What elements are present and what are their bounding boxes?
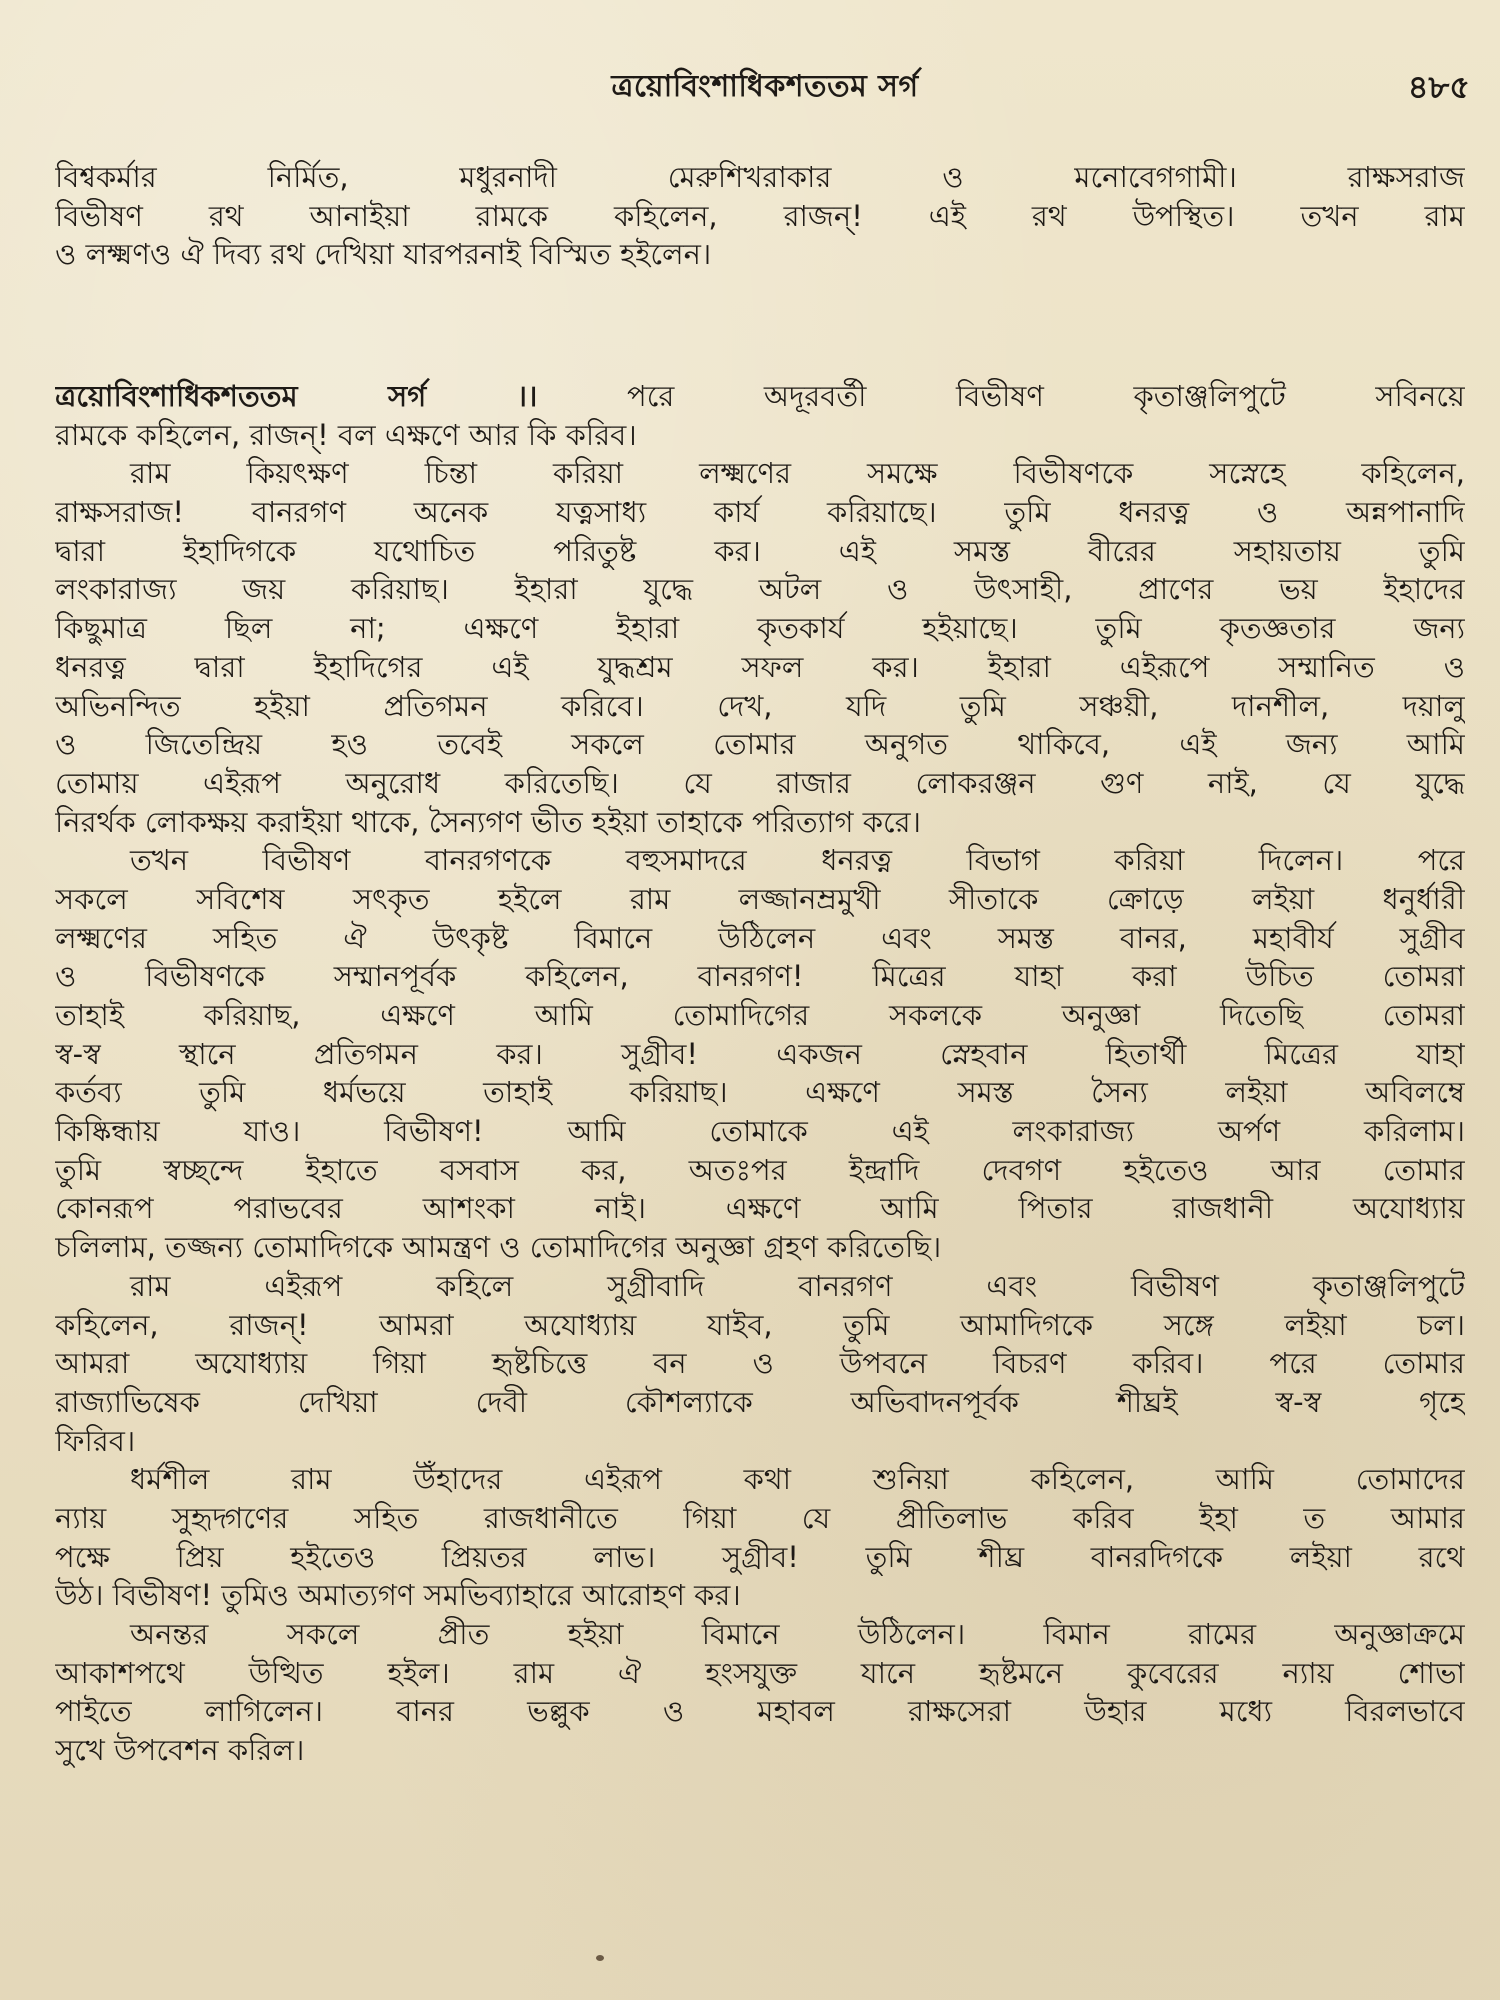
text-line: আকাশপথে উত্থিত হইল। রাম ঐ হংসযুক্ত যানে হৃষ্টমনে কুবেরের ন্যায় শোভা (55, 1655, 1465, 1690)
text-line: তাহাই করিয়াছ, এক্ষণে আমি তোমাদিগের সকলকে অনুজ্ঞা দিতেছি তোমরা (55, 998, 1465, 1032)
running-title: ত্রয়োবিংশাধিকশততম সর্গ (611, 69, 919, 104)
text-line: রাম এইরূপ কহিলে সুগ্রীবাদি বানরগণ এবং বিভীষণ কৃতাঞ্জলিপুটে (130, 1268, 1465, 1303)
section-heading: ত্রয়োবিংশাধিকশততম সর্গ ।। (55, 379, 538, 413)
text-line: অভিনন্দিত হইয়া প্রতিগমন করিবে। দেখ, যদি তুমি সঞ্চয়ী, দানশীল, দয়ালু (55, 688, 1465, 723)
section-body (55, 377, 1465, 1770)
text-line: পাইতে লাগিলেন। বানর ভল্লুক ও মহাবল রাক্ষসেরা উহার মধ্যে বিরলভাবে (55, 1694, 1465, 1729)
text-line: তোমায় এইরূপ অনুরোধ করিতেছি। যে রাজার লোকরঞ্জন গুণ নাই, যে যুদ্ধে (55, 765, 1465, 800)
text-line: ও জিতেন্দ্রিয় হও তবেই সকলে তোমার অনুগত থাকিবে, এই জন্য আমি (55, 727, 1465, 762)
text-line: স্ব-স্ব স্থানে প্রতিগমন কর। সুগ্রীব! একজন স্নেহবান হিতার্থী মিত্রের যাহা (55, 1036, 1465, 1071)
page-number: ৪৮৫ (1407, 68, 1470, 106)
text-line: ফিরিব। (55, 1423, 136, 1458)
text-line: আমরা অযোধ্যায় গিয়া হৃষ্টচিত্তে বন ও উপবনে বিচরণ করিব। পরে তোমার (55, 1346, 1465, 1381)
page-header (60, 62, 1470, 112)
text-line: কর্তব্য তুমি ধর্মভয়ে তাহাই করিয়াছ। এক্ষণে সমস্ত সৈন্য লইয়া অবিলম্বে (55, 1075, 1465, 1110)
text-line: পক্ষে প্রিয় হইতেও প্রিয়তর লাভ। সুগ্রীব! তুমি শীঘ্র বানরদিগকে লইয়া রথে (55, 1539, 1465, 1574)
text-line: লক্ষ্মণের সহিত ঐ উৎকৃষ্ট বিমানে উঠিলেন এবং সমস্ত বানর, মহাবীর্য সুগ্রীব (55, 920, 1465, 955)
text-line: কোনরূপ পরাভবের আশংকা নাই। এক্ষণে আমি পিতার রাজধানী অযোধ্যায় (55, 1191, 1465, 1226)
text-line: রাম কিয়ৎক্ষণ চিন্তা করিয়া লক্ষ্মণের সমক্ষে বিভীষণকে সস্নেহে কহিলেন, (130, 456, 1465, 491)
text-line: কহিলেন, রাজন্! আমরা অযোধ্যায় যাইব, তুমি আমাদিগকে সঙ্গে লইয়া চল। (55, 1307, 1465, 1342)
text-line: রাজ্যাভিষেক দেখিয়া দেবী কৌশল্যাকে অভিবাদনপূর্বক শীঘ্রই স্ব-স্ব গৃহে (55, 1384, 1465, 1419)
text-line: কিছুমাত্র ছিল না; এক্ষণে ইহারা কৃতকার্য হইয়াছে। তুমি কৃতজ্ঞতার জন্য (55, 611, 1465, 646)
text-line: সুখে উপবেশন করিল। (55, 1733, 305, 1768)
text-line: নিরর্থক লোকক্ষয় করাইয়া থাকে, সৈন্যগণ ভীত হইয়া তাহাকে পরিত্যাগ করে। (55, 804, 921, 839)
text-line: ও লক্ষ্মণও ঐ দিব্য রথ দেখিয়া যারপরনাই বিস্মিত হইলেন। (55, 237, 712, 272)
text-line: অনন্তর সকলে প্রীত হইয়া বিমানে উঠিলেন। বিমান রামের অনুজ্ঞাক্রমে (130, 1617, 1465, 1651)
text-line: দ্বারা ইহাদিগকে যথোচিত পরিতুষ্ট কর। এই সমস্ত বীরের সহায়তায় তুমি (55, 533, 1465, 568)
text-line: লংকারাজ্য জয় করিয়াছ। ইহারা যুদ্ধে অটল ও উৎসাহী, প্রাণের ভয় ইহাদের (55, 572, 1465, 607)
intro-paragraph (55, 158, 1465, 274)
text-line: কিষ্কিন্ধায় যাও। বিভীষণ! আমি তোমাকে এই লংকারাজ্য অর্পণ করিলাম। (55, 1114, 1465, 1149)
text-line: রামকে কহিলেন, রাজন্! বল এক্ষণে আর কি করিব। (55, 417, 637, 452)
text-line: উঠ। বিভীষণ! তুমিও অমাত্যগণ সমভিব্যাহারে আরোহণ কর। (55, 1578, 741, 1613)
text-line: তখন বিভীষণ বানরগণকে বহুসমাদরে ধনরত্ন বিভাগ করিয়া দিলেন। পরে (130, 843, 1465, 878)
section-first-line-text: পরে অদূরবর্তী বিভীষণ কৃতাঞ্জলিপুটে সবিনয়ে (537, 379, 1465, 413)
section-first-line (55, 377, 1465, 416)
text-line: ন্যায় সুহৃদ্গণের সহিত রাজধানীতে গিয়া যে প্রীতিলাভ করিব ইহা ত আমার (55, 1500, 1465, 1535)
text-line: রাক্ষসরাজ! বানরগণ অনেক যত্নসাধ্য কার্য করিয়াছে। তুমি ধনরত্ন ও অন্নপানাদি (55, 495, 1465, 530)
text-line: ধনরত্ন দ্বারা ইহাদিগের এই যুদ্ধশ্রম সফল কর। ইহারা এইরূপে সম্মানিত ও (55, 649, 1465, 684)
text-line: বিভীষণ রথ আনাইয়া রামকে কহিলেন, রাজন্! এই রথ উপস্থিত। তখন রাম (55, 198, 1465, 233)
text-line: ও বিভীষণকে সম্মানপূর্বক কহিলেন, বানরগণ! মিত্রের যাহা করা উচিত তোমরা (55, 959, 1465, 994)
text-line: ধর্মশীল রাম উঁহাদের এইরূপ কথা শুনিয়া কহিলেন, আমি তোমাদের (130, 1462, 1465, 1497)
text-line: চলিলাম, তজ্জন্য তোমাদিগকে আমন্ত্রণ ও তোমাদিগের অনুজ্ঞা গ্রহণ করিতেছি। (55, 1230, 942, 1265)
text-line: সকলে সবিশেষ সৎকৃত হইলে রাম লজ্জানম্রমুখী সীতাকে ক্রোড়ে লইয়া ধনুর্ধারী (55, 881, 1465, 916)
text-line: তুমি স্বচ্ছন্দে ইহাতে বসবাস কর, অতঃপর ইন্দ্রাদি দেবগণ হইতেও আর তোমার (55, 1152, 1465, 1187)
print-mark (596, 1955, 604, 1961)
text-line: বিশ্বকর্মার নির্মিত, মধুরনাদী মেরুশিখরাকার ও মনোবেগগামী। রাক্ষসরাজ (55, 160, 1465, 194)
